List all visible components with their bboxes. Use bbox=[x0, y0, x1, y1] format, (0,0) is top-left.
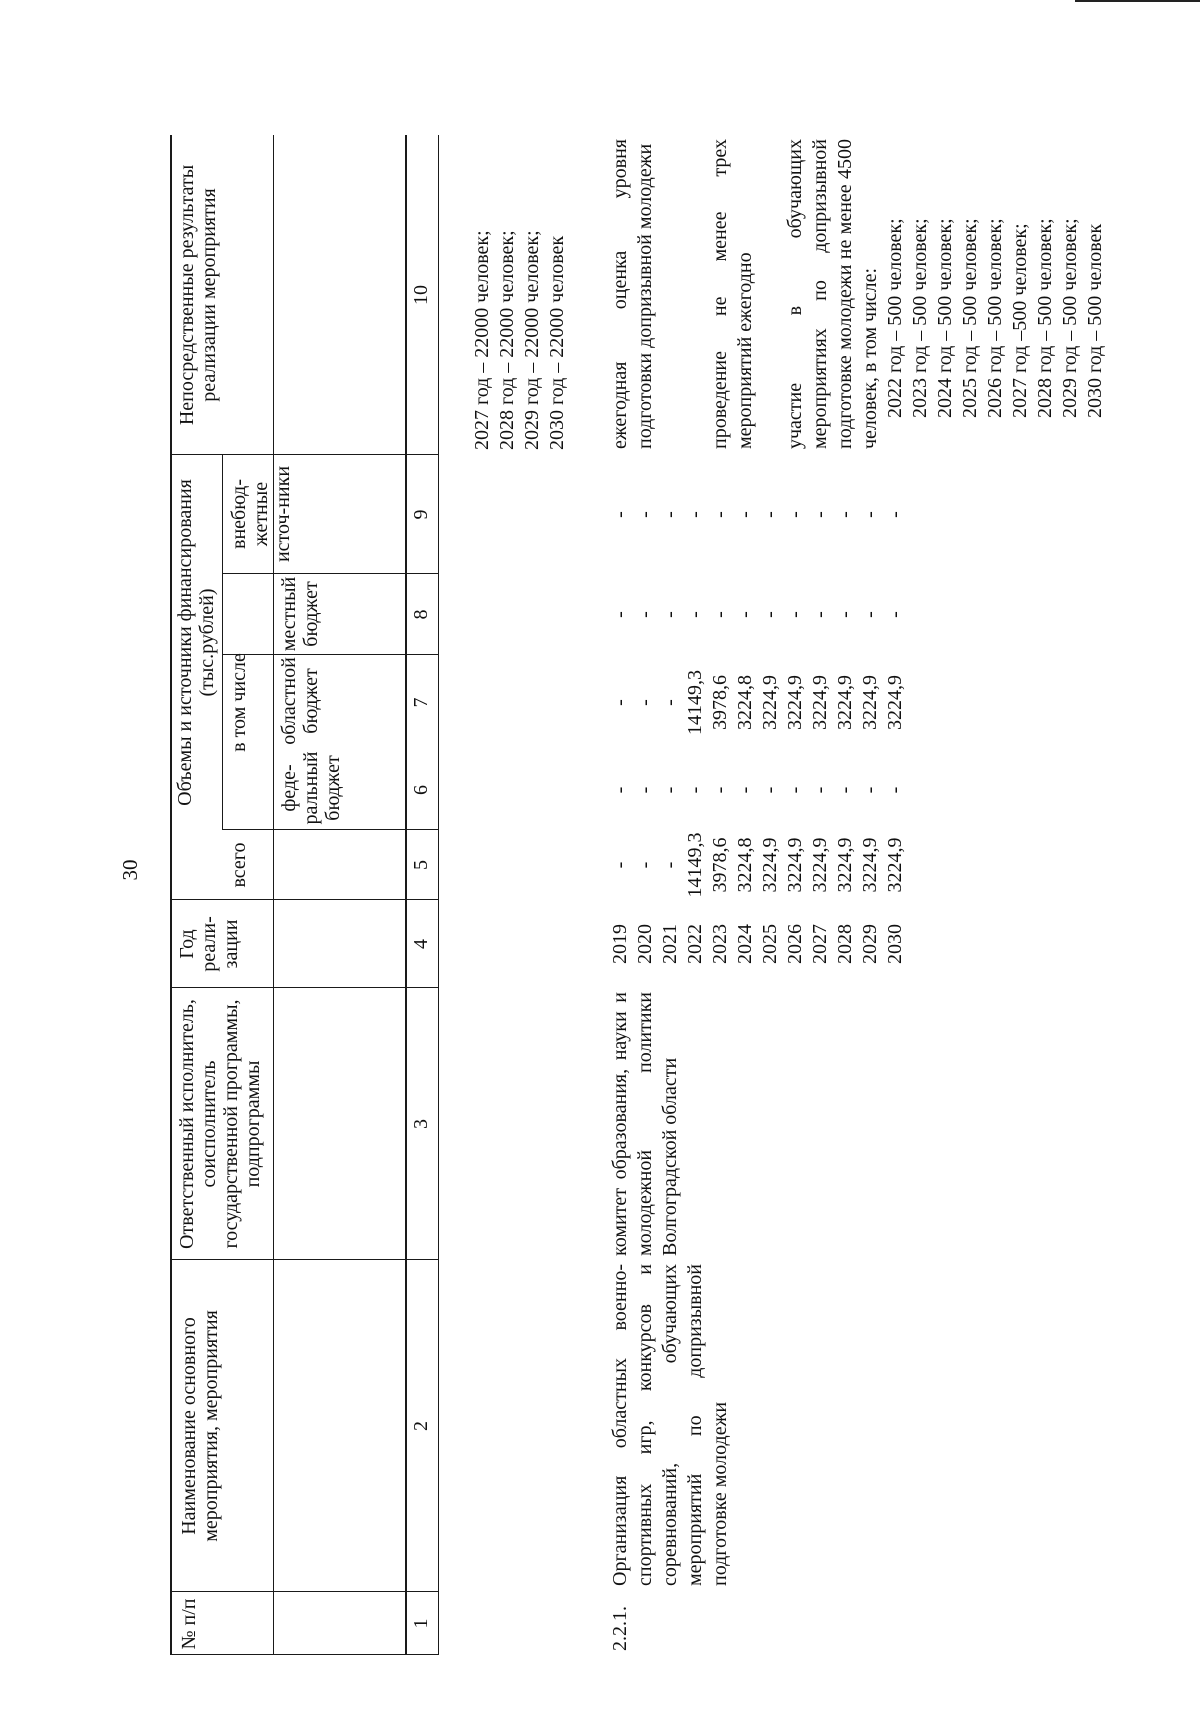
regional-cell: 3224,9 bbox=[884, 675, 906, 730]
extrabudget-cell: - bbox=[634, 511, 656, 518]
federal-cell: - bbox=[684, 786, 706, 794]
hline bbox=[273, 574, 274, 830]
local-cell: - bbox=[809, 611, 831, 618]
colnum-5: 5 bbox=[410, 860, 432, 870]
local-cell: - bbox=[784, 611, 806, 618]
federal-cell: - bbox=[884, 786, 906, 794]
yearly-participants-line: 2028 год – 500 человек; bbox=[1034, 218, 1056, 418]
federal-cell: - bbox=[759, 786, 781, 794]
vline bbox=[170, 899, 438, 900]
total-cell: 3224,9 bbox=[809, 837, 831, 893]
federal-cell: - bbox=[834, 786, 856, 794]
year-cell: 2030 bbox=[884, 924, 906, 964]
local-cell: - bbox=[859, 611, 881, 618]
header-num: № п/п bbox=[178, 1598, 200, 1650]
local-cell: - bbox=[659, 611, 681, 618]
yearly-participants-line: 2029 год – 500 человек; bbox=[1059, 218, 1081, 418]
yearly-participants-line: 2030 год – 500 человек bbox=[1084, 223, 1106, 418]
vline bbox=[222, 573, 438, 574]
colnum-8: 8 bbox=[410, 609, 432, 620]
federal-cell: - bbox=[784, 786, 806, 794]
colnum-3: 3 bbox=[410, 1119, 432, 1129]
regional-cell: 3224,9 bbox=[759, 675, 781, 730]
total-cell: 3224,9 bbox=[759, 837, 781, 893]
colnum-6: 6 bbox=[410, 785, 432, 795]
total-column bbox=[608, 830, 908, 900]
yearly-participants-line: 2022 год – 500 человек; bbox=[884, 218, 906, 418]
federal-cell: - bbox=[709, 786, 731, 794]
table-top-border bbox=[170, 135, 172, 1655]
rotated-table-sheet bbox=[170, 90, 1190, 1680]
header-bottom-border bbox=[405, 135, 407, 1655]
colnum-1: 1 bbox=[410, 1618, 432, 1629]
extrabudget-cell: - bbox=[684, 511, 706, 518]
federal-cell: - bbox=[859, 786, 881, 794]
carryover-line: 2028 год – 22000 человек; bbox=[496, 230, 518, 450]
total-cell: 14149,3 bbox=[684, 832, 706, 898]
federal-cell: - bbox=[634, 786, 656, 794]
extrabudget-cell: - bbox=[884, 511, 906, 518]
local-cell: - bbox=[884, 611, 906, 618]
colnum-9: 9 bbox=[410, 509, 432, 520]
extrabudget-cell: - bbox=[759, 511, 781, 518]
vline bbox=[170, 454, 438, 455]
header-extrabudget: внебюд-жетные источ-ники bbox=[228, 465, 294, 563]
vline bbox=[222, 654, 438, 655]
total-cell: 3224,9 bbox=[834, 837, 856, 893]
total-cell: - bbox=[659, 861, 681, 869]
year-cell: 2029 bbox=[859, 924, 881, 964]
regional-cell: - bbox=[659, 699, 681, 706]
carryover-line: 2030 год – 22000 человек bbox=[546, 235, 568, 450]
vline bbox=[222, 829, 438, 830]
vline bbox=[170, 1591, 438, 1592]
row-name: Организация областных военно-спортивных игр, конкурсов и соревнований, обучающих мероприятий по допризывной подготовке молодежи bbox=[609, 1264, 731, 1586]
header-results: Непосредственные результаты реализации мероприятия bbox=[176, 164, 220, 426]
numbers-bottom-border bbox=[438, 135, 439, 1655]
yearly-participants-line: 2024 год – 500 человек; bbox=[934, 218, 956, 418]
top-rule bbox=[1075, 0, 1200, 2]
years-column bbox=[608, 900, 908, 988]
regional-cell: 3224,9 bbox=[859, 675, 881, 730]
regional-cell: 3224,9 bbox=[834, 675, 856, 730]
hline bbox=[222, 455, 223, 830]
local-cell: - bbox=[734, 611, 756, 618]
vline bbox=[170, 1654, 438, 1655]
regional-cell: 3224,8 bbox=[734, 675, 756, 730]
result-assessment: ежегодная оценка уровня подготовки допризывной молодежи bbox=[609, 139, 656, 449]
header-local: местный бюджет bbox=[278, 576, 322, 652]
header-finance: Объемы и источники финансирования (тыс.рублей) bbox=[174, 479, 218, 806]
extrabudget-cell: - bbox=[859, 511, 881, 518]
extrabudget-cell: - bbox=[609, 511, 631, 518]
header-federal: феде-ральный бюджет bbox=[278, 751, 344, 825]
header-including: в том числе bbox=[228, 653, 250, 752]
regional-cell: - bbox=[634, 699, 656, 706]
total-cell: 3224,8 bbox=[734, 837, 756, 893]
federal-column bbox=[608, 750, 908, 830]
extrabudget-column bbox=[608, 455, 908, 574]
federal-cell: - bbox=[609, 786, 631, 794]
row-number: 2.2.1. bbox=[609, 1606, 631, 1651]
total-cell: 3978,6 bbox=[709, 837, 731, 893]
extrabudget-cell: - bbox=[659, 511, 681, 518]
yearly-participants-line: 2027 год –500 человек; bbox=[1009, 223, 1031, 418]
year-cell: 2019 bbox=[609, 924, 631, 964]
local-cell: - bbox=[834, 611, 856, 618]
yearly-participants-line: 2025 год – 500 человек; bbox=[959, 218, 981, 418]
carryover-line: 2029 год – 22000 человек; bbox=[521, 230, 543, 450]
federal-cell: - bbox=[809, 786, 831, 794]
federal-cell: - bbox=[659, 786, 681, 794]
year-cell: 2026 bbox=[784, 924, 806, 964]
result-events: проведение не менее трех мероприятий ежегодно bbox=[709, 139, 756, 449]
colnum-4: 4 bbox=[410, 939, 432, 949]
result-participation: участие в обучающих мероприятиях по допризывной подготовке молодежи не менее 4500 человек, в том числе: bbox=[784, 139, 881, 449]
vline bbox=[170, 987, 438, 988]
year-cell: 2021 bbox=[659, 924, 681, 964]
colnum-2: 2 bbox=[410, 1421, 432, 1431]
federal-cell: - bbox=[734, 786, 756, 794]
local-cell: - bbox=[634, 611, 656, 618]
header-divider bbox=[273, 135, 274, 1655]
total-cell: - bbox=[634, 861, 656, 869]
year-cell: 2020 bbox=[634, 924, 656, 964]
header-name: Наименование основного мероприятия, мероприятия bbox=[178, 1310, 222, 1542]
colnum-10: 10 bbox=[410, 285, 432, 305]
total-cell: - bbox=[609, 861, 631, 869]
regional-cell: - bbox=[609, 699, 631, 706]
extrabudget-cell: - bbox=[809, 511, 831, 518]
colnum-7: 7 bbox=[410, 697, 432, 708]
total-cell: 3224,9 bbox=[859, 837, 881, 893]
total-cell: 3224,9 bbox=[884, 837, 906, 893]
extrabudget-cell: - bbox=[709, 511, 731, 518]
row-executor: комитет образования, науки и молодежной политики Волгоградской области bbox=[609, 992, 681, 1256]
local-cell: - bbox=[709, 611, 731, 618]
header-executor: Ответственный исполнитель, соисполнитель государственной программы, подпрограммы bbox=[176, 999, 264, 1249]
local-cell: - bbox=[684, 611, 706, 618]
year-cell: 2022 bbox=[684, 924, 706, 964]
year-cell: 2027 bbox=[809, 924, 831, 964]
extrabudget-cell: - bbox=[734, 511, 756, 518]
year-cell: 2024 bbox=[734, 924, 756, 964]
header-regional: областной бюджет bbox=[278, 657, 322, 745]
regional-cell: 3978,6 bbox=[709, 675, 731, 730]
yearly-participants-line: 2026 год – 500 человек; bbox=[984, 218, 1006, 418]
local-column bbox=[608, 574, 908, 655]
yearly-participants-line: 2023 год – 500 человек; bbox=[909, 218, 931, 418]
vline bbox=[170, 1259, 438, 1260]
yearly-participants bbox=[883, 138, 1108, 418]
extrabudget-cell: - bbox=[834, 511, 856, 518]
year-cell: 2023 bbox=[709, 924, 731, 964]
header-year: Год реали-зации bbox=[176, 916, 242, 972]
header-total: всего bbox=[228, 842, 250, 888]
extrabudget-cell: - bbox=[784, 511, 806, 518]
carryover-line: 2027 год – 22000 человек; bbox=[471, 230, 493, 450]
regional-cell: 3224,9 bbox=[809, 675, 831, 730]
page-number: 30 bbox=[118, 859, 142, 881]
regional-cell: 3224,9 bbox=[784, 675, 806, 730]
local-cell: - bbox=[759, 611, 781, 618]
year-cell: 2028 bbox=[834, 924, 856, 964]
carryover-results bbox=[470, 140, 570, 450]
regional-cell: 14149,3 bbox=[684, 670, 706, 735]
local-cell: - bbox=[609, 611, 631, 618]
total-cell: 3224,9 bbox=[784, 837, 806, 893]
regional-column bbox=[608, 655, 908, 750]
year-cell: 2025 bbox=[759, 924, 781, 964]
